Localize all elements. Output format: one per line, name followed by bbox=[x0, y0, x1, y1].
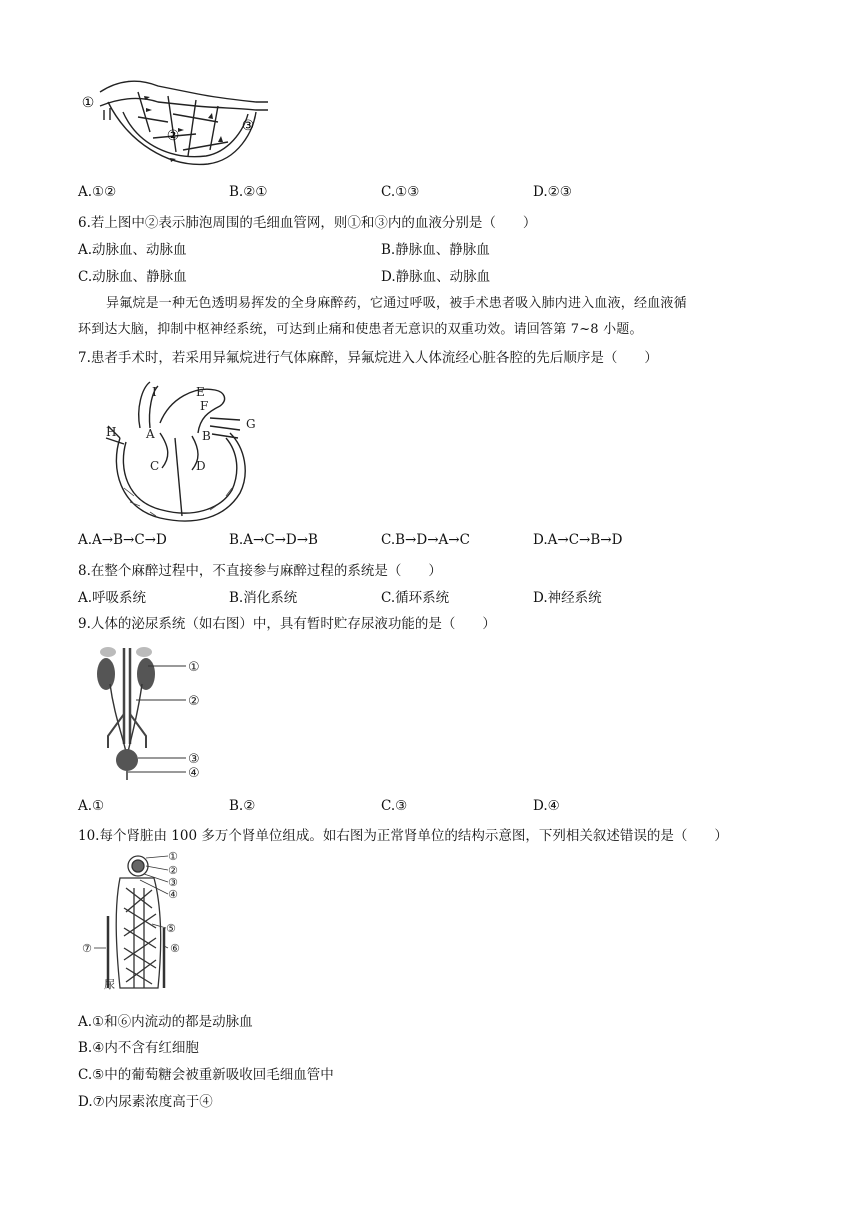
q9-option-b[interactable]: B.② bbox=[229, 798, 256, 814]
heart-label-g: G bbox=[246, 417, 256, 431]
q8-option-b[interactable]: B.消化系统 bbox=[229, 590, 298, 606]
heart-label-d: D bbox=[196, 459, 206, 473]
heart-label-h: H bbox=[106, 425, 117, 439]
urinary-system-figure bbox=[88, 644, 218, 786]
q7-option-d[interactable]: D.A→C→B→D bbox=[533, 532, 623, 548]
urinary-label-2: ② bbox=[188, 694, 200, 709]
nephron-label-2: ② bbox=[168, 864, 178, 877]
q7-option-a[interactable]: A.A→B→C→D bbox=[78, 532, 167, 548]
q8-option-a[interactable]: A.呼吸系统 bbox=[78, 590, 147, 606]
q9-option-c[interactable]: C.③ bbox=[381, 798, 408, 814]
nephron-label-5: ⑤ bbox=[166, 922, 176, 935]
passage-line-1: 异氟烷是一种无色透明易挥发的全身麻醉药，它通过呼吸，被手术患者吸入肺内进入血液，经血液循 bbox=[106, 296, 687, 311]
q6-option-d[interactable]: D.静脉血、动脉血 bbox=[381, 269, 491, 285]
heart-label-e: E bbox=[196, 385, 205, 399]
nephron-diagram bbox=[80, 848, 190, 998]
q6-stem: 6.若上图中②表示肺泡周围的毛细血管网，则①和③内的血液分别是（ ） bbox=[78, 215, 537, 231]
q9-option-a[interactable]: A.① bbox=[78, 798, 105, 814]
q10-option-a[interactable]: A.①和⑥内流动的都是动脉血 bbox=[78, 1014, 253, 1030]
passage-line-2: 环到达大脑，抑制中枢神经系统，可达到止痛和使患者无意识的双重功效。请回答第 7~8 小题。 bbox=[78, 322, 643, 337]
q7-option-c[interactable]: C.B→D→A→C bbox=[381, 532, 470, 548]
q8-option-d[interactable]: D.神经系统 bbox=[533, 590, 602, 606]
urinary-label-1: ① bbox=[188, 660, 200, 675]
q8-stem: 8.在整个麻醉过程中，不直接参与麻醉过程的系统是（ ） bbox=[78, 563, 442, 579]
q6-option-c[interactable]: C.动脉血、静脉血 bbox=[78, 269, 187, 285]
q6-option-b[interactable]: B.静脉血、静脉血 bbox=[381, 242, 490, 258]
q5-option-a[interactable]: A.①② bbox=[78, 184, 117, 200]
q10-option-b[interactable]: B.④内不含有红细胞 bbox=[78, 1040, 199, 1056]
nephron-label-6: ⑥ bbox=[170, 942, 180, 955]
urinary-label-3: ③ bbox=[188, 752, 200, 767]
nephron-figure bbox=[80, 848, 190, 998]
q9-option-d[interactable]: D.④ bbox=[533, 798, 560, 814]
q6-option-a[interactable]: A.动脉血、动脉血 bbox=[78, 242, 187, 258]
q10-stem: 10.每个肾脏由 100 多万个肾单位组成。如右图为正常肾单位的结构示意图，下列相关叙述错误的是（ ） bbox=[78, 828, 728, 844]
q10-option-d[interactable]: D.⑦内尿素浓度高于④ bbox=[78, 1094, 213, 1110]
q7-option-b[interactable]: B.A→C→D→B bbox=[229, 532, 318, 548]
heart-label-i: I bbox=[152, 385, 157, 399]
heart-diagram bbox=[100, 378, 260, 526]
nephron-label-1: ① bbox=[168, 850, 178, 863]
nephron-label-urine: 尿 bbox=[104, 978, 115, 991]
heart-figure bbox=[100, 378, 260, 526]
nephron-label-3: ③ bbox=[168, 876, 178, 889]
nephron-label-7: ⑦ bbox=[82, 942, 92, 955]
nephron-label-4: ④ bbox=[168, 888, 178, 901]
q8-option-c[interactable]: C.循环系统 bbox=[381, 590, 450, 606]
heart-label-b: B bbox=[202, 429, 211, 443]
q9-stem: 9.人体的泌尿系统（如右图）中，具有暂时贮存尿液功能的是（ ） bbox=[78, 616, 496, 632]
capillary-network-figure bbox=[78, 72, 268, 177]
capillary-label-3: ③ bbox=[241, 118, 255, 134]
urinary-label-4: ④ bbox=[188, 766, 200, 781]
capillary-label-1: ① bbox=[81, 95, 95, 111]
heart-label-f: F bbox=[200, 399, 209, 413]
q5-option-d[interactable]: D.②③ bbox=[533, 184, 572, 200]
q5-option-c[interactable]: C.①③ bbox=[381, 184, 420, 200]
q7-stem: 7.患者手术时，若采用异氟烷进行气体麻醉，异氟烷进入人体流经心脏各腔的先后顺序是（ ） bbox=[78, 350, 658, 366]
heart-label-c: C bbox=[150, 459, 160, 473]
q5-option-b[interactable]: B.②① bbox=[229, 184, 268, 200]
capillary-network-diagram bbox=[78, 72, 268, 177]
heart-label-a: A bbox=[146, 427, 155, 441]
urinary-system-diagram bbox=[88, 644, 218, 786]
capillary-label-2: ② bbox=[166, 128, 180, 144]
q10-option-c[interactable]: C.⑤中的葡萄糖会被重新吸收回毛细血管中 bbox=[78, 1067, 334, 1083]
